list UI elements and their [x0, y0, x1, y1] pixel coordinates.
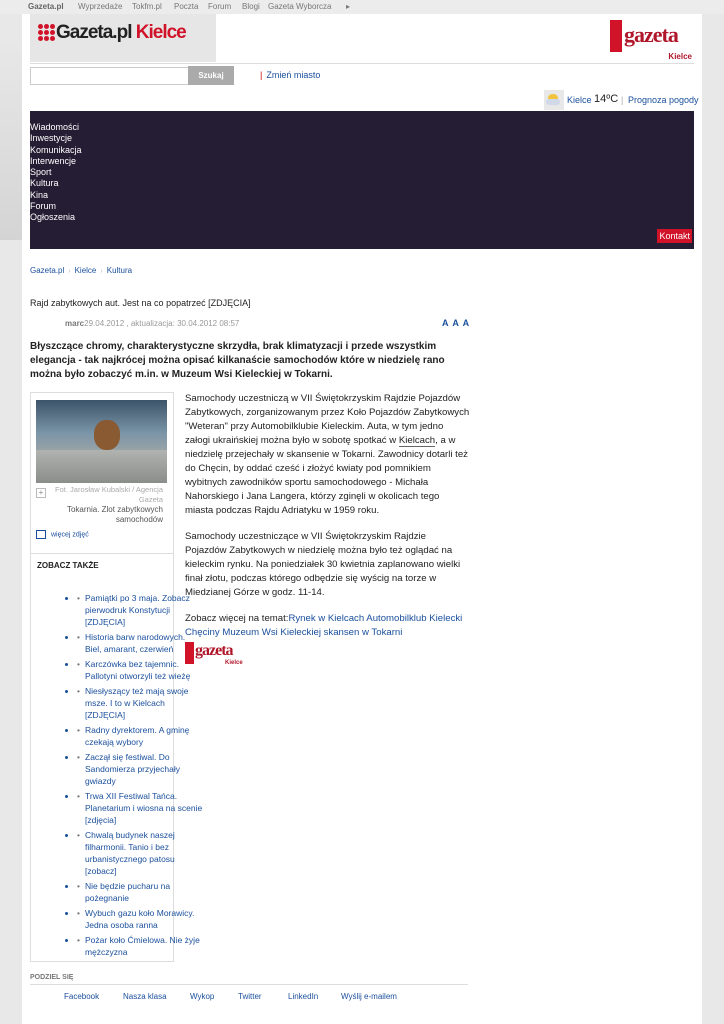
breadcrumb: Gazeta.pl › Kielce › Kultura	[30, 266, 133, 275]
gazeta-kielce-logo[interactable]	[610, 20, 694, 60]
search-button[interactable]: Szukaj	[188, 66, 234, 85]
nav-item-interwencje[interactable]: Interwencje	[30, 155, 77, 166]
gazeta-logo-city: Kielce	[668, 52, 692, 61]
nav-item-forum[interactable]: Forum	[30, 201, 57, 212]
list-item[interactable]: • • Wybuch gazu koło Morawicy. Jedna osoba ranna	[77, 907, 203, 931]
breadcrumb-kultura[interactable]: Kultura	[106, 266, 133, 275]
share-wykop[interactable]: Wykop	[190, 992, 215, 1001]
article-meta	[65, 319, 239, 328]
top-link-bar	[0, 0, 724, 14]
breadcrumb-kielce[interactable]: Kielce	[74, 266, 97, 275]
chevron-right-icon[interactable]: ▸	[346, 2, 351, 11]
enlarge-icon[interactable]: +	[36, 488, 46, 498]
article-photo[interactable]	[36, 400, 167, 483]
see-also-list	[37, 592, 203, 961]
gazeta-logo-word: gazeta	[624, 22, 678, 47]
top-link-blogi[interactable]: Blogi	[242, 2, 260, 11]
main-nav	[30, 111, 694, 249]
skyline-decoration	[0, 40, 22, 240]
site-logo[interactable]	[30, 14, 216, 62]
list-item[interactable]: • • Karczówka bez tajemnic. Pallotyni otworzyli też wieżę	[77, 658, 203, 682]
article-date: 29.04.2012 , aktualizacja: 30.04.2012 08:57	[84, 319, 240, 328]
share-twitter[interactable]: Twitter	[238, 992, 262, 1001]
font-size-controls[interactable]: A A A	[442, 318, 471, 328]
top-link-gazeta[interactable]: Gazeta.pl	[28, 2, 64, 11]
nav-item-ogloszenia[interactable]: Ogłoszenia	[30, 212, 76, 223]
kielce-link[interactable]: Kielcach	[398, 435, 436, 446]
top-link-forum[interactable]: Forum	[208, 2, 232, 11]
list-item[interactable]: • • Historia barw narodowych. Biel, amarant, czerwień	[77, 631, 203, 655]
share-email[interactable]: Wyślij e-mailem	[341, 992, 397, 1001]
top-link-poczta[interactable]: Poczta	[174, 2, 199, 11]
divider	[31, 553, 173, 554]
share-nasza-klasa[interactable]: Nasza klasa	[123, 992, 167, 1001]
nav-item-sport[interactable]: Sport	[30, 167, 52, 178]
nav-item-komunikacja[interactable]: Komunikacja	[30, 144, 82, 155]
top-link-wyborcza[interactable]: Gazeta Wyborcza	[268, 2, 332, 11]
gallery-icon	[36, 530, 46, 539]
article-body	[185, 392, 470, 652]
top-link-tokfm[interactable]: Tokfm.pl	[132, 2, 162, 11]
logo-dots-icon	[38, 24, 56, 48]
nav-item-kultura[interactable]: Kultura	[30, 178, 59, 189]
list-item[interactable]: • • Chwalą budynek naszej filharmonii. Tanio i bez urbanistycznego patosu [zobacz]	[77, 829, 203, 877]
related-tags: Zobacz więcej na temat:Rynek w Kielcach Automobilklub Kielecki Chęciny Muzeum Wsi Kieleckiej skansen w Tokarni	[185, 613, 463, 638]
list-item[interactable]: • • Trwa XII Festiwal Tańca. Planetarium i wiosna na scenie [zdjęcia]	[77, 790, 203, 826]
logo-text: Gazeta.pl Kielce	[56, 22, 186, 43]
list-item[interactable]: • • Pożar koło Ćmielowa. Nie żyje mężczyzna	[77, 934, 203, 958]
list-item[interactable]: • • Radny dyrektorem. A gminę czekają wybory	[77, 724, 203, 748]
share-linkedin[interactable]: LinkedIn	[288, 992, 319, 1001]
nav-item-inwestycje[interactable]: Inwestycje	[30, 133, 73, 144]
photo-credit: Fot. Jarosław Kubalski / Agencja Gazeta	[55, 485, 163, 504]
tag-links[interactable]: Rynek w Kielcach Automobilklub Kielecki Chęciny Muzeum Wsi Kieleckiej skansen w Tokarni	[185, 613, 463, 638]
breadcrumb-gazeta[interactable]: Gazeta.pl	[30, 266, 65, 275]
article-lead: Błyszczące chromy, charakterystyczne skrzydła, brak klimatyzacji i przede wszystkim elegancja - tak najkrócej można opisać kilkanaście samochodów które w niedzielę rano można było zobaczyć m.in. w Muzeum Wsi Kieleckiej w Tokarni.	[30, 341, 445, 380]
share-facebook[interactable]: Facebook	[64, 992, 100, 1001]
list-item[interactable]: • • Zaczął się festiwal. Do Sandomierza przyjechały gwiazdy	[77, 751, 203, 787]
more-photos-link[interactable]: więcej zdjęć	[36, 530, 89, 539]
weather-city[interactable]: Kielce	[567, 95, 592, 105]
gazeta-footer-logo: gazeta Kielce	[185, 642, 245, 666]
article-author[interactable]: marc	[65, 319, 85, 328]
list-item[interactable]: • • Pamiątki po 3 maja. Zobacz pierwodruk Konstytucji [ZDJĘCIA]	[77, 592, 203, 628]
article-paragraph-1: Samochody uczestniczą w VII Świętokrzyskim Rajdzie Pojazdów Zabytkowych, zorganizowanym przez Koło Pojazdów Zabytkowych "Weteran" przy Automobilklubie Kieleckim. Auta, w tym jedno załogi ukraińskiej można było w sobotę spotkać w Kielcach, a w niedzielę przejechały w skansenie w Tokarni. Zawodnicy dotarli też do Chęcin, by oddać cześć i złożyć kwiaty pod pomnikiem wybitnych zawodników sportu samochodowego - Michała Nahorskiego i Jana Langera, którzy zginęli w okolicach tego miasta podczas Rajdu Adriatyku w 1959 roku.	[185, 393, 470, 516]
see-also-heading: ZOBACZ TAKŻE	[37, 561, 99, 570]
article-paragraph-2: Samochody uczestniczące w VII Świętokrzyskim Rajdzie Pojazdów Zabytkowych w niedzielę można było też oglądać na kieleckim rynku. Na poniedziałek 30 kwietnia zaplanowano wielki finał złotu, podczas którego odbędzie się wyścig na torze w Miedzianej Górze w godz. 11-14.	[185, 531, 461, 598]
share-heading: PODZIEL SIĘ	[30, 974, 74, 981]
weather-temperature: 14ºC	[594, 93, 619, 105]
change-city-link[interactable]: | Zmień miasto	[260, 70, 321, 80]
forecast-link[interactable]: Prognoza pogody	[628, 95, 699, 105]
page-container: Gazeta.pl Kielce gazeta Kielce Szukaj | Zmień miasto Kielce 14ºC | Prognoza pogody Wiadomości Inwestycje Komunikacja Interwencje Sport Kultura Kina Forum Ogłoszenia Kontakt Gazeta.pl › Kielce › Kultura Rajd zabytkowych aut. Jest na co popatrzeć [ZDJĘCIA] marc29.04.2012 , aktualizacja: 30.04.2012 08:57 A A A Błyszczące chromy, charakterystyczne skrzydła, brak klimatyzacji i przede wszystkim elegancja - tak najkrócej można opisać kilkanaście samochodów które w niedzielę rano można było zobaczyć m.in. w Muzeum Wsi Kieleckiej w Tokarni. + Fot. Jarosław Kubalski / Agencja Gazeta Tokarnia. Zlot zabytkowych samochodów więcej zdjęć ZOBACZ TAKŻE • • Pamiątki po 3 maja. Zobacz pierwodruk Konstytucji [ZDJĘCIA] • • Historia barw narodowych. Biel, amarant, czerwień • • Karczówka bez tajemnic. Pallotyni otworzyli też wieżę • • Niesłyszący też mają swoje msze. I to w Kielcach [ZDJĘCIA] • • Radny dyrektorem. A gminę czekają wybory • • Zaczął się festiwal. Do Sandomierza przyjechały gwiazdy • • Trwa XII Festiwal Tańca. Planetarium i wiosna na scenie [zdjęcia] • • Chwalą budynek naszej filharmonii. Tanio i bez urbanistycznego patosu [zobacz] • • Nie będzie pucharu na pożegnanie • • Wybuch gazu koło Morawicy. Jedna osoba ranna • • Pożar koło Ćmielowa. Nie żyje mężczyzna Samochody uczestniczą w VII Świętokrzyskim Rajdzie Pojazdów Zabytkowych, zorganizowanym przez Koło Pojazdów Zabytkowych "Weteran" przy Automobilklubie Kieleckim. Auta, w tym jedno załogi ukraińskiej można było w sobotę spotkać w Kielcach, a w niedzielę przejechały w skansenie w Tokarni. Zawodnicy dotarli też do Chęcin, by oddać cześć i złożyć kwiaty pod pomnikiem wybitnych zawodników sportu samochodowego - Michała Nahorskiego i Jana Langera, którzy zginęli w okolicach tego miasta podczas Rajdu Adriatyku w 1959 roku. Samochody uczestniczące w VII Świętokrzyskim Rajdzie Pojazdów Zabytkowych w niedzielę można było też oglądać na kieleckim rynku. Na poniedziałek 30 kwietnia zaplanowano wielki finał złotu, podczas którego odbędzie się wyścig na torze w Miedzianej Górze w godz. 11-14. Zobacz więcej na temat:Rynek w Kielcach Automobilklub Kielecki Chęciny Muzeum Wsi Kieleckiej skansen w Tokarni gazeta Kielce PODZIEL SIĘ Facebook Nasza klasa Wykop Twitter LinkedIn Wyślij e-mailem	[22, 14, 702, 1024]
partly-cloudy-icon	[544, 90, 564, 110]
article-title: Rajd zabytkowych aut. Jest na co popatrzeć [ZDJĘCIA]	[30, 298, 251, 308]
divider	[30, 63, 694, 64]
search-input[interactable]	[30, 67, 192, 85]
list-item[interactable]: • • Nie będzie pucharu na pożegnanie	[77, 880, 203, 904]
divider	[30, 984, 468, 985]
photo-caption: Tokarnia. Zlot zabytkowych samochodów	[66, 505, 163, 524]
nav-item-kina[interactable]: Kina	[30, 189, 49, 200]
sidebar-box	[30, 392, 203, 962]
list-item[interactable]: • • Niesłyszący też mają swoje msze. I to w Kielcach [ZDJĘCIA]	[77, 685, 203, 721]
top-link-wyprzedaze[interactable]: Wyprzedaże	[78, 2, 123, 11]
contact-button[interactable]: Kontakt	[659, 231, 690, 241]
nav-item-wiadomosci[interactable]: Wiadomości	[30, 122, 80, 132]
